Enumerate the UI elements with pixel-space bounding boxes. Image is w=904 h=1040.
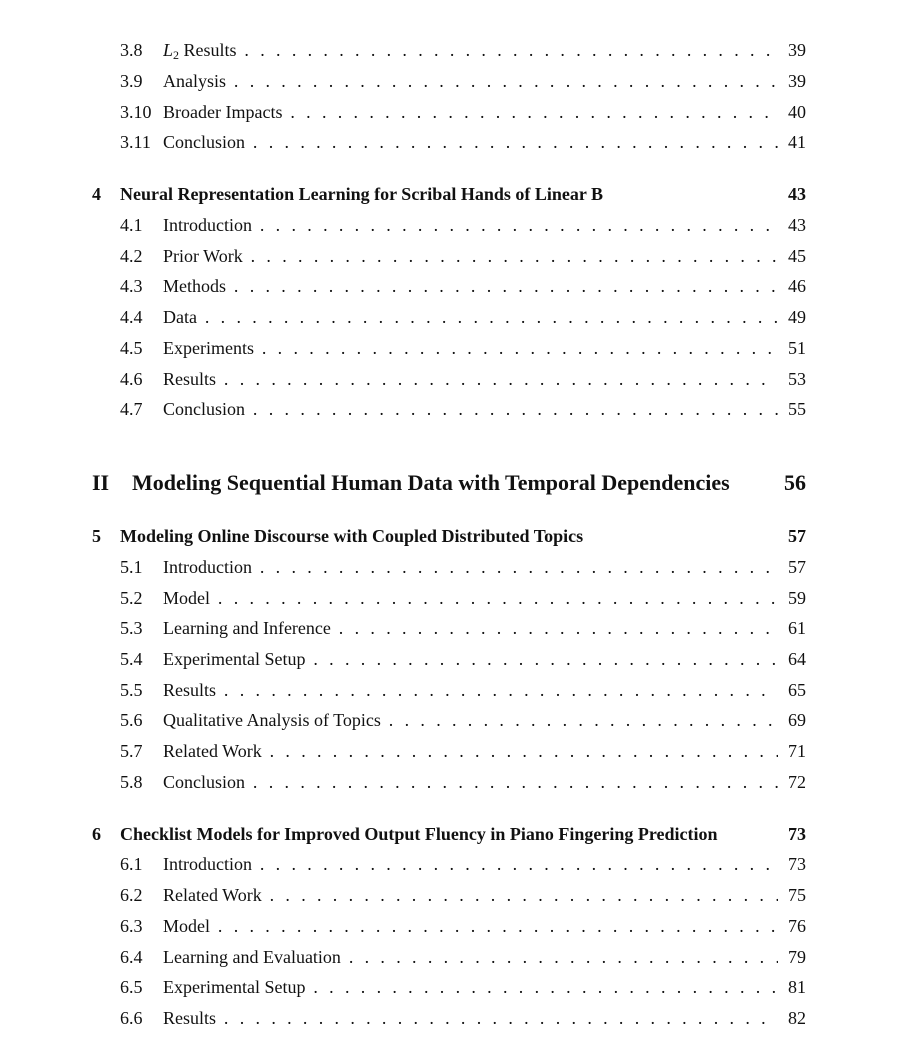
section-title: Conclusion . . . (163, 396, 778, 422)
page-number: 55 (788, 399, 806, 419)
section-title: Model . . . (163, 585, 778, 611)
section-title: Learning and Inference . . . (163, 615, 778, 641)
section-title: Conclusion . . . (163, 769, 778, 795)
page-number: 73 (788, 854, 806, 874)
section-number: 4.5 (120, 338, 143, 358)
toc-entry-6-5[interactable] (0, 974, 904, 1000)
page-number: 57 (788, 526, 806, 546)
section-title: Qualitative Analysis of Topics . . . (163, 707, 778, 733)
toc-entry-6-6[interactable] (0, 1005, 904, 1031)
page-number: 57 (788, 557, 806, 577)
toc-entry-4-4[interactable] (0, 304, 904, 330)
chapter-title: Modeling Online Discourse with Coupled Distributed Topics (120, 526, 584, 546)
section-number: 4.7 (120, 399, 143, 419)
section-title: Data . . . (163, 304, 778, 330)
page-number: 79 (788, 947, 806, 967)
section-number: 4.1 (120, 215, 143, 235)
section-title: Broader Impacts . . . (163, 99, 778, 125)
toc-entry-4-1[interactable] (0, 212, 904, 238)
page-number: 69 (788, 710, 806, 730)
page-number: 59 (788, 588, 806, 608)
chapter-title: Checklist Models for Improved Output Fluency in Piano Fingering Prediction (120, 824, 718, 844)
toc-entry-3-9[interactable] (0, 68, 904, 94)
section-number: 3.8 (120, 40, 143, 60)
math-variable: $L_2$ (163, 40, 180, 62)
toc-entry-6-4[interactable] (0, 944, 904, 970)
section-title: Model . . . (163, 913, 778, 939)
section-number: 6.2 (120, 885, 143, 905)
section-number: 5.1 (120, 557, 143, 577)
page-number: 75 (788, 885, 806, 905)
page-number: 71 (788, 741, 806, 761)
page-number: 43 (788, 215, 806, 235)
page-number: 61 (788, 618, 806, 638)
section-number: 6.6 (120, 1008, 143, 1028)
toc-entry-5-6[interactable] (0, 707, 904, 733)
part-number: II (92, 470, 110, 495)
section-title: Results . . . (163, 677, 778, 703)
section-number: 5.5 (120, 680, 143, 700)
toc-part-2[interactable] (0, 466, 904, 500)
section-title: Results . . . (163, 1005, 778, 1031)
section-title: Experiments . . . (163, 335, 778, 361)
page-number: 72 (788, 772, 806, 792)
page-number: 56 (784, 470, 806, 495)
section-title: Methods . . . (163, 273, 778, 299)
section-number: 4.4 (120, 307, 143, 327)
page-number: 64 (788, 649, 806, 669)
toc-entry-3-10[interactable] (0, 99, 904, 125)
chapter-number: 5 (92, 526, 101, 546)
toc-entry-5-4[interactable] (0, 646, 904, 672)
toc-entry-4-5[interactable] (0, 335, 904, 361)
page-number: 81 (788, 977, 806, 997)
page-number: 46 (788, 276, 806, 296)
toc-entry-3-8[interactable] (0, 37, 904, 63)
section-number: 3.10 (120, 102, 152, 122)
page-number: 49 (788, 307, 806, 327)
section-title: Conclusion . . . (163, 129, 778, 155)
section-number: 5.3 (120, 618, 143, 638)
section-number: 5.7 (120, 741, 143, 761)
section-title: Prior Work . . . (163, 243, 778, 269)
toc-entry-5-5[interactable] (0, 677, 904, 703)
toc-entry-5-3[interactable] (0, 615, 904, 641)
section-title: Results . . . (163, 366, 778, 392)
section-number: 4.6 (120, 369, 143, 389)
section-number: 5.4 (120, 649, 143, 669)
section-title: Learning and Evaluation . . . (163, 944, 778, 970)
section-number: 6.4 (120, 947, 143, 967)
section-number: 5.2 (120, 588, 143, 608)
page-number: 53 (788, 369, 806, 389)
toc-entry-4-2[interactable] (0, 243, 904, 269)
toc-chapter-5[interactable] (0, 522, 904, 550)
page-number: 45 (788, 246, 806, 266)
page-number: 76 (788, 916, 806, 936)
section-title: Related Work . . . (163, 882, 778, 908)
page-number: 65 (788, 680, 806, 700)
toc-entry-6-1[interactable] (0, 851, 904, 877)
page-number: 40 (788, 102, 806, 122)
section-number: 6.5 (120, 977, 143, 997)
toc-entry-3-11[interactable] (0, 129, 904, 155)
toc-entry-4-3[interactable] (0, 273, 904, 299)
section-title: $L_2$ Results . . . (163, 37, 778, 63)
chapter-number: 4 (92, 184, 101, 204)
page-number: 41 (788, 132, 806, 152)
page-number: 73 (788, 824, 806, 844)
section-title: Related Work . . . (163, 738, 778, 764)
toc-entry-5-1[interactable] (0, 554, 904, 580)
page-number: 39 (788, 71, 806, 91)
section-number: 6.3 (120, 916, 143, 936)
toc-entry-6-3[interactable] (0, 913, 904, 939)
section-number: 5.6 (120, 710, 143, 730)
part-title: Modeling Sequential Human Data with Temporal Dependencies (132, 470, 730, 495)
section-number: 4.2 (120, 246, 143, 266)
section-number: 4.3 (120, 276, 143, 296)
toc-entry-5-2[interactable] (0, 585, 904, 611)
chapter-title: Neural Representation Learning for Scribal Hands of Linear B (120, 184, 604, 204)
toc-entry-5-7[interactable] (0, 738, 904, 764)
toc-entry-4-7[interactable] (0, 396, 904, 422)
page-number: 82 (788, 1008, 806, 1028)
section-title: Introduction . . . (163, 554, 778, 580)
section-number: 3.11 (120, 132, 151, 152)
section-title: Introduction . . . (163, 212, 778, 238)
page-number: 51 (788, 338, 806, 358)
section-title: Experimental Setup . . . (163, 974, 778, 1000)
page-number: 43 (788, 184, 806, 204)
chapter-number: 6 (92, 824, 101, 844)
toc-entry-4-6[interactable] (0, 366, 904, 392)
section-number: 5.8 (120, 772, 143, 792)
toc-entry-6-2[interactable] (0, 882, 904, 908)
section-title: Analysis . . . (163, 68, 778, 94)
section-number: 3.9 (120, 71, 143, 91)
toc-entry-5-8[interactable] (0, 769, 904, 795)
page-number: 39 (788, 40, 806, 60)
section-title: Experimental Setup . . . (163, 646, 778, 672)
section-number: 6.1 (120, 854, 143, 874)
toc-chapter-4[interactable] (0, 180, 904, 208)
section-title: Introduction . . . (163, 851, 778, 877)
toc-chapter-6[interactable] (0, 820, 904, 848)
